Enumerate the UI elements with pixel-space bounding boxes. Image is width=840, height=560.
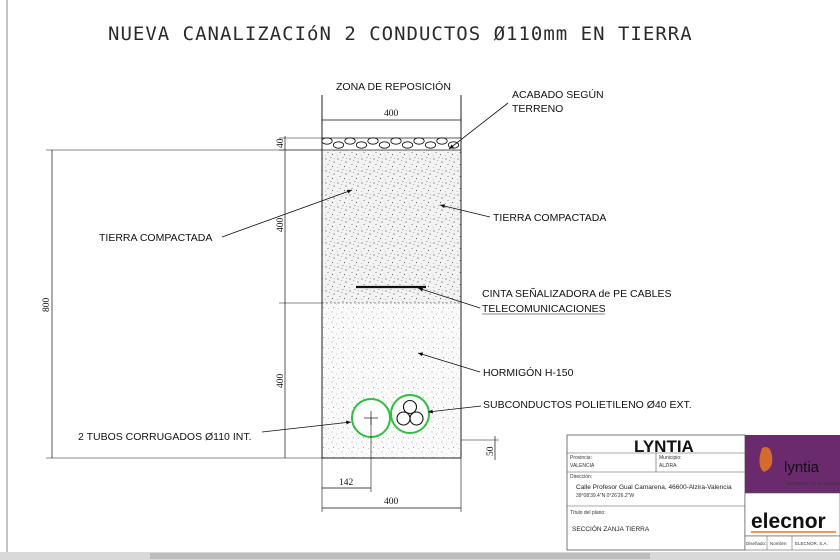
titulo-label: Título del plano: xyxy=(570,510,606,516)
label-cinta-1: CINTA SEÑALIZADORA de PE CABLES xyxy=(482,288,672,300)
dimension-layers xyxy=(276,136,322,458)
dim-offset-text: 142 xyxy=(339,478,354,488)
direccion-label: Dirección: xyxy=(570,474,593,480)
cobble xyxy=(414,138,424,144)
lyntia-tagline: NETWORK TO BUSINESS xyxy=(786,481,840,486)
titulo-value: SECCIÓN ZANJA TIERRA xyxy=(572,526,650,533)
cobble xyxy=(379,142,389,148)
trench xyxy=(322,95,461,458)
dim-upper-text: 400 xyxy=(276,217,286,232)
cobble xyxy=(425,142,435,148)
cobble xyxy=(356,142,366,148)
direccion-value: Calle Profesor Gual Camarena, 46600-Alzira-Valencia xyxy=(576,484,732,491)
label-acabado-2: TERRENO xyxy=(512,103,564,115)
disenado-label: Diseñado: xyxy=(746,541,767,546)
compacted-earth-layer xyxy=(322,150,461,303)
zona-reposicion-label: ZONA DE REPOSICIÓN xyxy=(336,81,451,93)
municipio-label: Municipio: xyxy=(659,455,682,461)
scroll-thumb[interactable] xyxy=(150,553,650,559)
cobble xyxy=(368,138,378,144)
cobble xyxy=(322,138,332,144)
dimension-top-width xyxy=(322,109,461,124)
dim-bottom-width-text: 400 xyxy=(384,497,399,507)
coordinates: 39°08'39.4"N 0°26'26.2"W xyxy=(576,493,635,499)
label-subconductos: SUBCONDUCTOS POLIETILENO Ø40 EXT. xyxy=(483,399,692,411)
dim-gap-text: 50 xyxy=(486,446,496,456)
lyntia-logo-text: lyntia xyxy=(784,459,820,476)
company-name: LYNTIA xyxy=(634,437,694,456)
nombre-label: Nombre: xyxy=(770,541,788,546)
drawing-title: NUEVA CANALIZACIóN 2 CONDUCTOS Ø110mm EN TIERRA xyxy=(108,23,693,45)
concrete-layer xyxy=(322,303,461,458)
dim-top-width-text: 400 xyxy=(384,109,399,119)
dim-finish-text: 40 xyxy=(276,138,286,148)
corrugated-tube-right xyxy=(391,395,429,433)
cobble xyxy=(402,142,412,148)
label-tierra-left: TIERRA COMPACTADA xyxy=(99,232,213,244)
label-acabado-1: ACABADO SEGÚN xyxy=(512,89,604,101)
dimension-bottom-gap xyxy=(461,436,499,460)
provincia-label: Provincia: xyxy=(570,455,592,461)
dim-total-text: 800 xyxy=(42,297,52,312)
label-hormigon: HORMIGÓN H-150 xyxy=(483,367,574,379)
cobble xyxy=(345,138,355,144)
label-tubos: 2 TUBOS CORRUGADOS Ø110 INT. xyxy=(78,431,252,443)
municipio-value: ALZIRA xyxy=(659,463,677,469)
title-block xyxy=(567,435,840,550)
cobble xyxy=(333,142,343,148)
dim-lower-text: 400 xyxy=(276,373,286,388)
cobble xyxy=(391,138,401,144)
cobble xyxy=(437,138,447,144)
elecnor-logo: elecnor xyxy=(751,510,826,533)
label-tierra-right: TIERRA COMPACTADA xyxy=(493,212,607,224)
dimension-total-depth xyxy=(42,150,322,458)
nombre-value: ELECNOR, S.A. xyxy=(795,541,828,546)
provincia-value: VALENCIA xyxy=(570,463,595,469)
label-cinta-2: TELECOMUNICACIONES xyxy=(482,303,606,315)
